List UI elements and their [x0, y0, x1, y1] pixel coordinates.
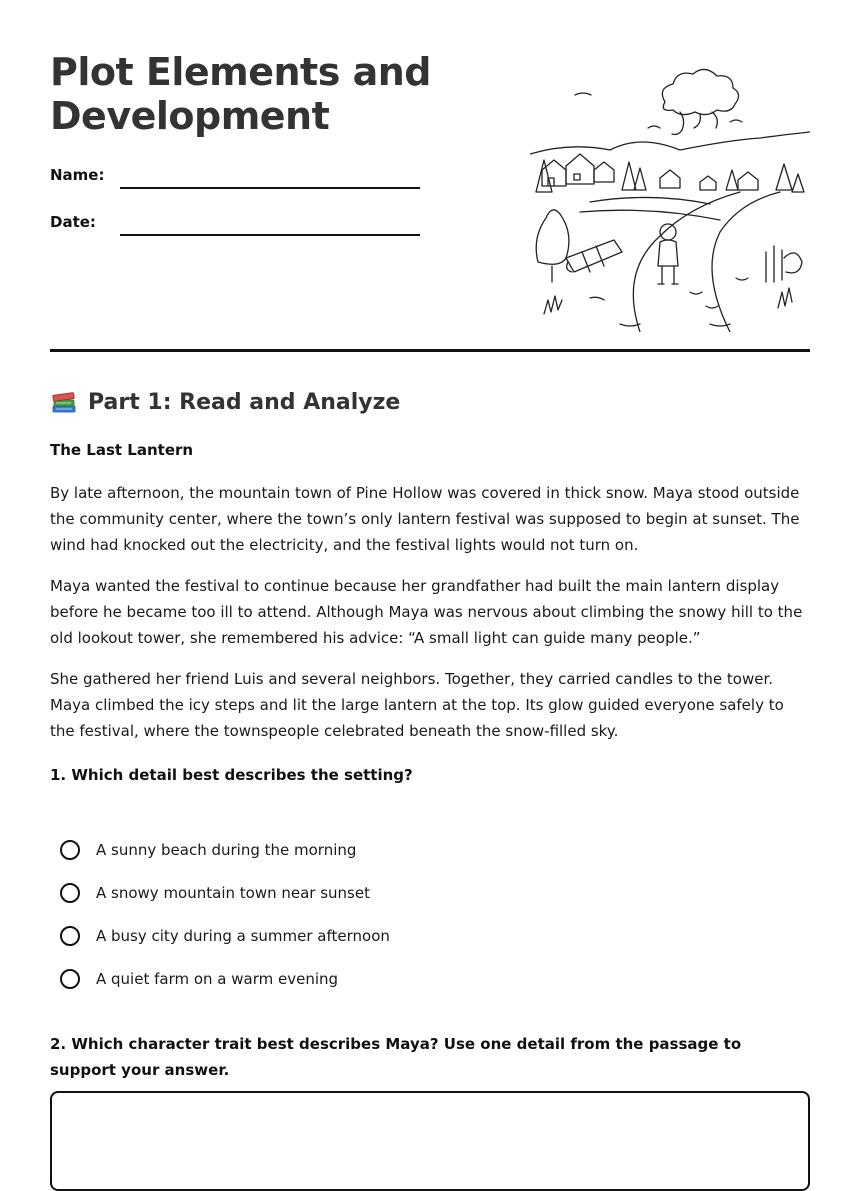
date-label: Date:: [50, 213, 96, 231]
village-path-illustration: [530, 62, 810, 332]
question-1-options: [60, 828, 760, 1000]
name-label: Name:: [50, 166, 105, 184]
section-divider: [50, 349, 810, 352]
option-label: A quiet farm on a warm evening: [96, 969, 339, 988]
story-paragraph-2: Maya wanted the festival to continue because her grandfather had built the main lantern display before he became too ill to attend. Although Maya was nervous about climbing the snowy hill to the old lookout tower, she remembered his advice: “A small light can guide many people.”: [50, 577, 803, 647]
part1-heading: [50, 388, 400, 416]
option-1[interactable]: [60, 828, 760, 871]
option-label: A busy city during a summer afternoon: [96, 926, 390, 945]
option-2[interactable]: [60, 871, 760, 914]
books-icon: [50, 388, 78, 416]
option-3[interactable]: [60, 914, 760, 957]
option-label: A sunny beach during the morning: [96, 840, 357, 859]
radio-button[interactable]: [60, 883, 80, 903]
date-field[interactable]: [120, 234, 420, 236]
story-paragraph-1: By late afternoon, the mountain town of Pine Hollow was covered in thick snow. Maya stood outside the community center, where the town’s only lantern festival was supposed to begin at sunset. The wind had knocked out the electricity, and the festival lights would not turn on.: [50, 484, 800, 554]
story-title: The Last Lantern: [50, 441, 194, 459]
radio-button[interactable]: [60, 840, 80, 860]
name-field[interactable]: [120, 187, 420, 189]
story-paragraph-3: She gathered her friend Luis and several neighbors. Together, they carried candles to the tower. Maya climbed the icy steps and lit the large lantern at the top. Its glow guided everyone safely to the festival, where the townspeople celebrated beneath the snow-filled sky.: [50, 670, 784, 740]
question-2-answer-box[interactable]: [50, 1091, 810, 1191]
question-1: 1. Which detail best describes the setting?: [50, 766, 413, 784]
radio-button[interactable]: [60, 969, 80, 989]
option-4[interactable]: [60, 957, 760, 1000]
option-label: A snowy mountain town near sunset: [96, 883, 370, 902]
page-title: Plot Elements and Development: [50, 50, 431, 138]
question-2: 2. Which character trait best describes Maya? Use one detail from the passage to support your answer.: [50, 1035, 742, 1079]
part1-heading-text: Part 1: Read and Analyze: [88, 389, 401, 415]
radio-button[interactable]: [60, 926, 80, 946]
